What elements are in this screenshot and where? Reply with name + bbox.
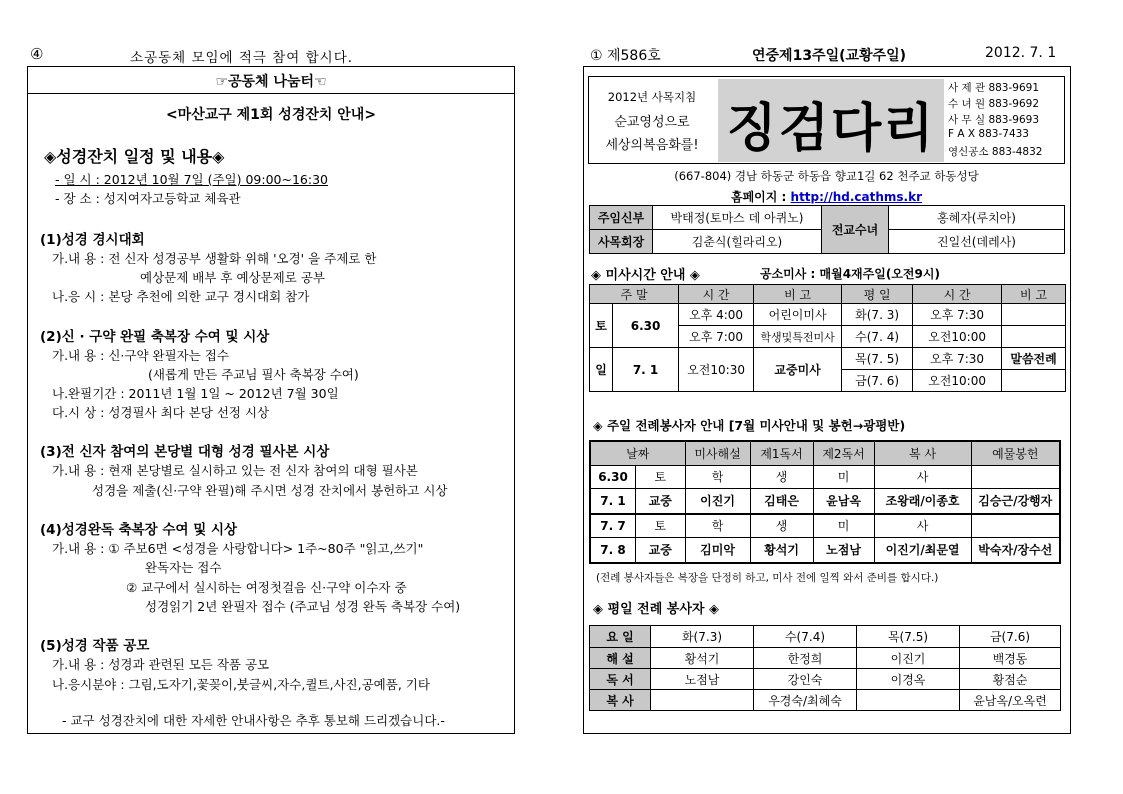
left-motto: 소공동체 모임에 적극 참여 합시다. <box>130 50 354 66</box>
section-2-line: 가.내 용 : 신·구약 완필자는 접수 <box>52 348 229 363</box>
mass-time: 오후 7:00 <box>679 326 754 348</box>
schedule-place: - 장 소 : 성지여자고등학교 체육관 <box>55 191 241 206</box>
servers-cell: 사 <box>874 514 971 537</box>
homepage <box>588 188 1065 205</box>
mass-time: 오후 7:30 <box>913 348 1002 370</box>
mass-time: 오전10:30 <box>679 348 754 392</box>
address: (667-804) 경남 하동군 하동읍 향교1길 62 천주교 하동성당 <box>674 169 979 183</box>
servers-header: 제2독서 <box>813 441 874 465</box>
sun-day: 일 <box>590 348 613 392</box>
mass-header: 주 말 <box>590 285 679 304</box>
section-4-line: ② 교구에서 실시하는 여정첫걸음 신·구약 이수자 중 <box>126 580 407 595</box>
mass-note <box>1002 326 1066 348</box>
weekday-cell: 수(7.4) <box>754 626 857 648</box>
servers-date: 7. 1 <box>590 488 636 514</box>
section-4-line: 성경읽기 2년 완필자 접수 (주교님 성경 완독 축복장 수여) <box>145 599 461 614</box>
section-1-line: 나.응 시 : 본당 추천에 의한 교구 경시대회 참가 <box>52 289 310 304</box>
section-1-title: (1)성경 경시대회 <box>40 232 145 248</box>
servers-cell: 이진기/최문열 <box>874 537 971 563</box>
bulletin-title: 징검다리 <box>726 98 936 159</box>
schedule-date: - 일 시 : 2012년 10월 7일 (주일) 09:00~16:30 <box>55 172 328 187</box>
mass-header: 시 간 <box>679 285 754 304</box>
servers-type: 토 <box>636 514 686 537</box>
servers-title: ◈ 주일 전례봉사자 안내 [7월 미사안내 및 봉헌→광평반) <box>593 418 906 433</box>
mass-header: 평 일 <box>842 285 913 304</box>
sat-day: 토 <box>590 304 613 348</box>
servers-cell: 김태은 <box>750 488 813 514</box>
servers-header: 미사해설 <box>685 441 750 465</box>
section-2-line: 나.완필기간 : 2011년 1월 1일 ~ 2012년 7월 30일 <box>52 386 339 401</box>
servers-header: 복 사 <box>874 441 971 465</box>
pastor-name: 박태정(토마스 데 아퀴노) <box>653 206 822 230</box>
servers-date: 7. 7 <box>590 514 636 537</box>
servers-cell: 미 <box>813 465 874 488</box>
section-2-title: (2)신 · 구약 완필 축복장 수여 및 시상 <box>40 329 270 345</box>
mass-note <box>1002 304 1066 326</box>
weekday-cell: 강인숙 <box>754 669 857 690</box>
weekday: 화(7. 3) <box>842 304 913 326</box>
section-2-line: 다.시 상 : 성경필사 최다 본당 선정 시상 <box>52 405 270 420</box>
section-4-line: 가.내 용 : ① 주보6면 <성경을 사랑합니다> 1주~80주 "읽고,쓰기" <box>52 541 424 556</box>
mass-header: 비 고 <box>754 285 842 304</box>
section-5-line: 가.내 용 : 성경과 관련된 모든 작품 공모 <box>52 657 270 672</box>
weekday-cell: 목(7.5) <box>857 626 960 648</box>
servers-cell: 김승근/강행자 <box>971 488 1060 514</box>
servers-cell: 박숙자/장수선 <box>971 537 1060 563</box>
weekday-cell: 이경옥 <box>857 669 960 690</box>
bulletin-date: 2012. 7. 1 <box>985 45 1057 61</box>
section-4-line: 완독자는 접수 <box>145 560 222 575</box>
servers-note: (전례 봉사자들은 복장을 단정히 하고, 미사 전에 일찍 와서 준비를 합시다.) <box>596 572 939 584</box>
sister-name: 홍혜자(루치아) <box>889 206 1065 230</box>
weekday-cell: 화(7.3) <box>651 626 754 648</box>
mass-note: 어린이미사 <box>754 304 842 326</box>
servers-cell: 학 <box>685 514 750 537</box>
mass-time: 오후 7:30 <box>913 304 1002 326</box>
contact-office: 사 무 실 883-9693 <box>948 114 1039 126</box>
servers-cell: 학 <box>685 465 750 488</box>
issue-number: ① 제586호 <box>590 48 661 64</box>
guideline-line-1: 순교영성으로 <box>614 115 690 130</box>
section-header: ☞공동체 나눔터☜ <box>215 74 327 90</box>
mass-header: 비 고 <box>1002 285 1066 304</box>
footer-note: - 교구 성경잔치에 대한 자세한 안내사항은 추후 통보해 드리겠습니다.- <box>62 713 445 728</box>
servers-header: 날짜 <box>590 441 685 465</box>
weekday-cell <box>651 690 754 711</box>
servers-type: 교중 <box>636 488 686 514</box>
section-5-title: (5)성경 작품 공모 <box>40 638 150 654</box>
main-heading: ◈성경잔치 일정 및 내용◈ <box>44 147 225 166</box>
liturgical-week: 연중제13주일(교황주일) <box>752 48 906 64</box>
sister-name: 진일선(데레사) <box>889 230 1065 254</box>
servers-cell: 노점남 <box>813 537 874 563</box>
section-2-line: (새롭게 만든 주교님 필사 축복장 수여) <box>148 367 359 382</box>
servers-cell: 김미악 <box>685 537 750 563</box>
section-3-line: 가.내 용 : 현재 본당별로 실시하고 있는 전 신자 참여의 대형 필사본 <box>52 463 418 478</box>
weekday-row-label: 복 사 <box>590 690 651 711</box>
weekday: 금(7. 6) <box>842 370 913 392</box>
weekday-cell: 우경숙/최혜숙 <box>754 690 857 711</box>
contact-fax: F A X 883-7433 <box>948 128 1029 140</box>
council-name: 김춘식(힐라리오) <box>653 230 822 254</box>
mass-time: 오전10:00 <box>913 370 1002 392</box>
notice-title: <마산교구 제1회 성경잔치 안내> <box>165 107 377 123</box>
mass-times-table <box>589 284 1066 392</box>
servers-type: 토 <box>636 465 686 488</box>
mass-title: ◈ 미사시간 안내 ◈ <box>591 268 700 283</box>
mass-note: 교중미사 <box>754 348 842 392</box>
mass-time: 오전10:00 <box>913 326 1002 348</box>
sun-date: 7. 1 <box>613 348 679 392</box>
staff-table <box>589 205 1065 254</box>
weekday-cell: 금(7.6) <box>960 626 1061 648</box>
mass-note: 말씀전례 <box>1002 348 1066 370</box>
mass-note <box>1002 370 1066 392</box>
servers-cell: 윤남옥 <box>813 488 874 514</box>
sisters-label: 전교수녀 <box>822 206 889 254</box>
weekday-cell: 백경동 <box>960 648 1061 669</box>
weekday-row-label: 해 설 <box>590 648 651 669</box>
servers-header: 예물봉헌 <box>971 441 1060 465</box>
mission-mass: 공소미사 : 매월4재주일(오전9시) <box>760 267 940 281</box>
servers-header: 제1독서 <box>750 441 813 465</box>
weekday-servers-table <box>589 625 1061 711</box>
section-3-line: 성경을 제출(신·구약 완필)해 주시면 성경 잔치에서 봉헌하고 시상 <box>92 483 448 498</box>
servers-cell: 이진기 <box>685 488 750 514</box>
weekday-cell: 황점순 <box>960 669 1061 690</box>
servers-date: 6.30 <box>590 465 636 488</box>
left-page-number: ④ <box>30 45 44 63</box>
weekday-cell: 노점남 <box>651 669 754 690</box>
weekday-cell: 황석기 <box>651 648 754 669</box>
section-1-line: 가.내 용 : 전 신자 성경공부 생활화 위해 '오경' 을 주제로 한 <box>52 251 377 266</box>
weekday: 수(7. 4) <box>842 326 913 348</box>
servers-cell: 생 <box>750 514 813 537</box>
guideline-year: 2012년 사목지침 <box>607 90 697 104</box>
servers-cell: 조왕래/이종호 <box>874 488 971 514</box>
section-5-line: 나.응시분야 : 그림,도자기,꽃꽂이,붓글씨,자수,퀼트,사진,공예품, 기타 <box>52 677 430 692</box>
contact-rectory: 사 제 관 883-9691 <box>948 82 1039 94</box>
weekday-servers-title: ◈ 평일 전례 봉사자 ◈ <box>593 602 720 617</box>
section-3-title: (3)전 신자 참여의 본당별 대형 성경 필사본 시상 <box>40 444 330 460</box>
section-1-line: 예상문제 배부 후 예상문제로 공부 <box>140 270 325 285</box>
sat-date: 6.30 <box>613 304 679 348</box>
pastor-label: 주임신부 <box>590 206 653 230</box>
weekday-cell: 한정희 <box>754 648 857 669</box>
section-4-title: (4)성경완독 축복장 수여 및 시상 <box>40 522 238 538</box>
weekday: 목(7. 5) <box>842 348 913 370</box>
weekday-cell <box>857 690 960 711</box>
servers-cell: 사 <box>874 465 971 488</box>
servers-cell: 생 <box>750 465 813 488</box>
servers-table <box>589 440 1061 564</box>
weekday-cell: 윤남옥/오옥련 <box>960 690 1061 711</box>
weekday-cell: 이진기 <box>857 648 960 669</box>
mass-header: 시 간 <box>913 285 1002 304</box>
servers-cell <box>971 514 1060 537</box>
mass-note: 학생및특전미사 <box>754 326 842 348</box>
weekday-row-label: 요 일 <box>590 626 651 648</box>
servers-cell: 황석기 <box>750 537 813 563</box>
contact-convent: 수 녀 원 883-9692 <box>948 98 1039 110</box>
servers-type: 교중 <box>636 537 686 563</box>
homepage-label: 홈페이지 : <box>731 190 791 204</box>
servers-date: 7. 8 <box>590 537 636 563</box>
servers-cell <box>971 465 1060 488</box>
servers-cell: 미 <box>813 514 874 537</box>
council-label: 사목회장 <box>590 230 653 254</box>
contact-mission: 영신공소 883-4832 <box>948 146 1043 158</box>
mass-time: 오후 4:00 <box>679 304 754 326</box>
homepage-link[interactable]: http://hd.cathms.kr <box>790 190 922 204</box>
guideline-line-2: 세상의복음화를! <box>605 138 699 153</box>
weekday-row-label: 독 서 <box>590 669 651 690</box>
